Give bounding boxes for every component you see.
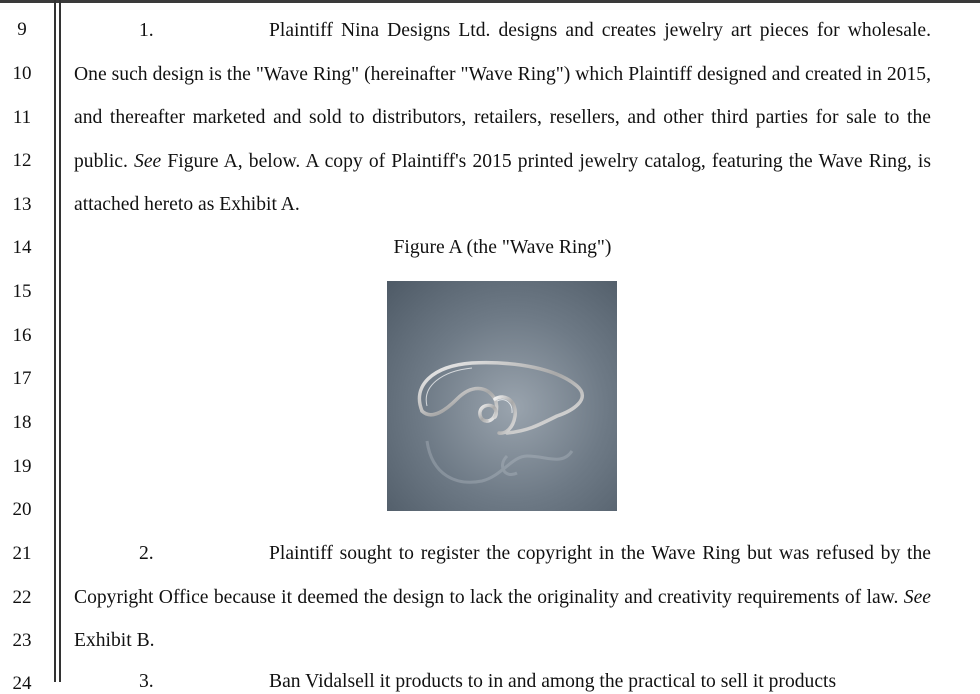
line-number: 16 xyxy=(12,325,32,346)
paragraph-text: Plaintiff sought to register the copyright in the Wave Ring but was refused by the Copyright Office because it deemed the design to lack the originality and creativity requirements of law. xyxy=(74,543,931,608)
see-signal: See xyxy=(134,150,162,172)
line-number: 17 xyxy=(12,368,32,389)
line-number: 13 xyxy=(12,194,32,215)
paragraph-number: 3. xyxy=(139,671,154,692)
paragraph-number: 1. xyxy=(139,20,154,41)
line-number: 24 xyxy=(12,673,32,694)
figure-caption: Figure A (the "Wave Ring") xyxy=(393,237,612,258)
line-number: 18 xyxy=(12,412,32,433)
see-signal: See xyxy=(903,586,931,608)
line-number: 15 xyxy=(12,281,32,302)
paragraph-text: Exhibit B. xyxy=(74,630,155,652)
margin-rule-right xyxy=(59,0,61,682)
line-number: 14 xyxy=(12,237,32,258)
line-number: 19 xyxy=(12,456,32,477)
margin-rule-left xyxy=(54,0,56,682)
paragraph-text: Plaintiff Nina Designs Ltd. designs and creates jewelry art pieces for wholesale. One such design is the "Wave Ring" (hereinafter "Wave Ring") which Plaintiff designed and created in 2015, and thereafter marketed and sold to distributors, retailers, resellers, and other third parties for sale to the public. xyxy=(74,20,931,172)
ring-image xyxy=(387,281,617,511)
line-number: 23 xyxy=(12,630,32,651)
line-number: 10 xyxy=(12,63,32,84)
line-number: 12 xyxy=(12,150,32,171)
paragraph-3-cutoff xyxy=(74,671,931,692)
paragraph-number: 2. xyxy=(139,543,154,564)
paragraph-1 xyxy=(74,9,931,227)
line-number: 22 xyxy=(12,587,32,608)
line-number: 11 xyxy=(12,107,32,128)
line-number: 21 xyxy=(12,543,32,564)
line-number: 20 xyxy=(12,499,32,520)
top-border xyxy=(0,0,980,3)
ring-photo xyxy=(387,281,617,511)
paragraph-2 xyxy=(74,532,931,663)
paragraph-text: Ban Vidalsell it products to in and among the practical to sell it products xyxy=(269,671,837,692)
paragraph-text: Figure A, below. A copy of Plaintiff's 2015 printed jewelry catalog, featuring the Wave Ring, is attached hereto as Exhibit A. xyxy=(74,150,931,216)
line-number: 9 xyxy=(17,19,27,40)
